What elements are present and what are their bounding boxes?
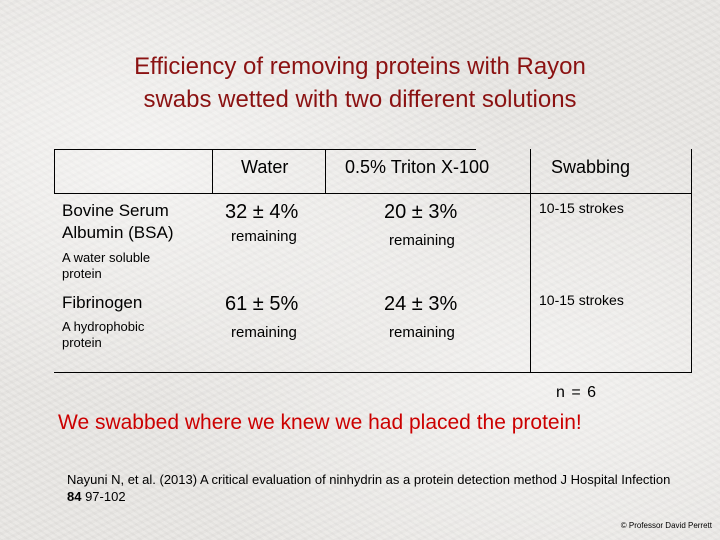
row-bsa-name: Bovine Serum Albumin (BSA) bbox=[62, 201, 174, 242]
table-border-bottom bbox=[54, 372, 692, 373]
row-bsa-note: A water soluble protein bbox=[62, 250, 151, 281]
table-divider-water-col bbox=[325, 149, 326, 194]
row-fibrinogen-swabbing: 10-15 strokes bbox=[539, 292, 624, 308]
row-bsa-triton-remaining: remaining bbox=[389, 232, 455, 249]
slide-title-line-1: Efficiency of removing proteins with Rayon bbox=[134, 53, 586, 80]
reference-pages: 97-102 bbox=[81, 489, 126, 504]
table-border-top bbox=[54, 149, 476, 150]
row-fibrinogen-water-remaining: remaining bbox=[231, 324, 297, 341]
header-water: Water bbox=[241, 157, 289, 177]
table-divider-triton-col bbox=[530, 149, 531, 373]
row-fibrinogen-triton-value: 24 ± 3% bbox=[384, 293, 458, 315]
table-border-left bbox=[54, 149, 55, 194]
row-fibrinogen-note: A hydrophobic protein bbox=[62, 319, 145, 350]
row-bsa-triton-value: 20 ± 3% bbox=[384, 201, 458, 223]
sample-size: n = 6 bbox=[556, 384, 598, 401]
row-fibrinogen-triton-remaining: remaining bbox=[389, 324, 455, 341]
row-fibrinogen-name: Fibrinogen bbox=[62, 293, 143, 312]
row-bsa-swabbing: 10-15 strokes bbox=[539, 200, 624, 216]
table-border-right bbox=[691, 149, 692, 373]
table-divider-name-col bbox=[212, 149, 213, 194]
header-swabbing: Swabbing bbox=[551, 157, 631, 177]
copyright-notice: © Professor David Perrett bbox=[620, 521, 712, 530]
reference-citation bbox=[67, 471, 687, 505]
reference-volume: 84 bbox=[67, 489, 82, 504]
slide-title bbox=[40, 50, 680, 116]
row-bsa-water-remaining: remaining bbox=[231, 228, 297, 245]
slide-title-line-2: swabs wetted with two different solutions bbox=[143, 86, 577, 113]
table-header-divider bbox=[54, 193, 692, 194]
row-bsa-water-value: 32 ± 4% bbox=[225, 201, 299, 223]
header-triton: 0.5% Triton X-100 bbox=[345, 157, 490, 177]
emphasis-statement: We swabbed where we knew we had placed the protein! bbox=[58, 411, 582, 434]
reference-text: Nayuni N, et al. (2013) A critical evaluation of ninhydrin as a protein detection method J Hospital Infection bbox=[67, 472, 671, 487]
row-fibrinogen-water-value: 61 ± 5% bbox=[225, 293, 299, 315]
